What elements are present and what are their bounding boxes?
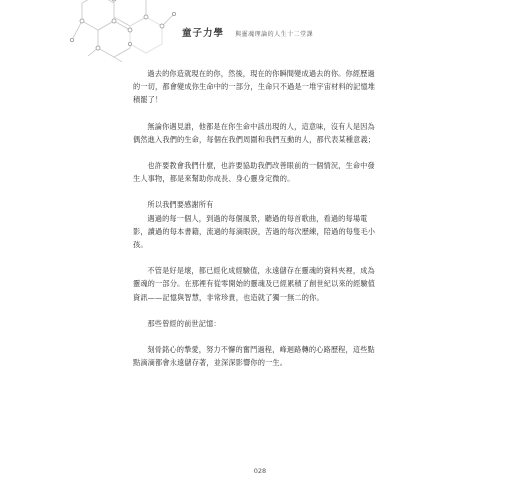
text-line: 積罷了！	[133, 95, 163, 105]
text-line: 靈魂的一部分。在那裡有從零開始的靈魂及已經累積了創世紀以來的經驗值	[133, 279, 376, 289]
book-title: 童子力學	[182, 28, 225, 39]
paragraph	[133, 198, 401, 251]
text-line: 資訊——記憶與智慧，非常珍貴，也造就了獨一無二的你。	[133, 292, 324, 302]
text-line: 偶然進入我們的生命，每個在我們周圍和我們互動的人，都代表某種意義；	[133, 134, 376, 144]
hexagon-network-decor	[68, 0, 178, 62]
text-line: 所以我們要感謝所有	[147, 200, 214, 210]
paragraph	[133, 343, 401, 369]
paragraph	[133, 264, 401, 304]
text-line: 不管是好是壞，都已經化成經驗值，永遠儲存在靈魂的資料夾裡，成為	[147, 266, 375, 276]
text-line: 的一切，都會變成你生命中的一部分，生命只不過是一堆宇宙材料的記憶堆	[133, 82, 376, 92]
text-line: 刻骨銘心的摯愛，努力不懈的奮鬥過程，峰迴路轉的心路歷程，這些點	[147, 345, 375, 355]
text-line: 無論你遇見誰，他都是在你生命中該出現的人，這意味，沒有人是因為	[147, 121, 375, 131]
text-line: 也許要教會我們什麼，也許要協助我們改善眼前的一個情況，生命中發	[147, 161, 375, 171]
text-line: 點滴滴都會永遠儲存著，並深深影響你的一生。	[133, 358, 288, 368]
paragraph	[133, 317, 401, 330]
book-subtitle: 與靈魂理論的人生十二堂課	[235, 31, 314, 38]
text-line: 生人事物，都是來幫助你成長、身心靈身定微的。	[133, 174, 295, 184]
running-header	[182, 21, 313, 40]
page-number: 028	[253, 467, 267, 475]
paragraph	[133, 120, 401, 146]
text-line: 孩。	[133, 240, 148, 250]
text-line: 遇過的每一個人，到過的每個風景，聽過的每首歌曲，看過的每場電	[147, 213, 368, 223]
text-line: 那些曾經的前世記憶：	[147, 318, 221, 328]
text-line: 影，讀過的每本書籍，流過的每滴眼淚，苦過的每次歷練，陪過的每隻毛小	[133, 226, 376, 236]
text-line: 過去的你造就現在的你，然後，現在的你瞬間變成過去的你。你經歷過	[147, 69, 375, 78]
paragraph	[133, 159, 401, 185]
body-text	[133, 67, 401, 382]
paragraph	[133, 67, 401, 107]
